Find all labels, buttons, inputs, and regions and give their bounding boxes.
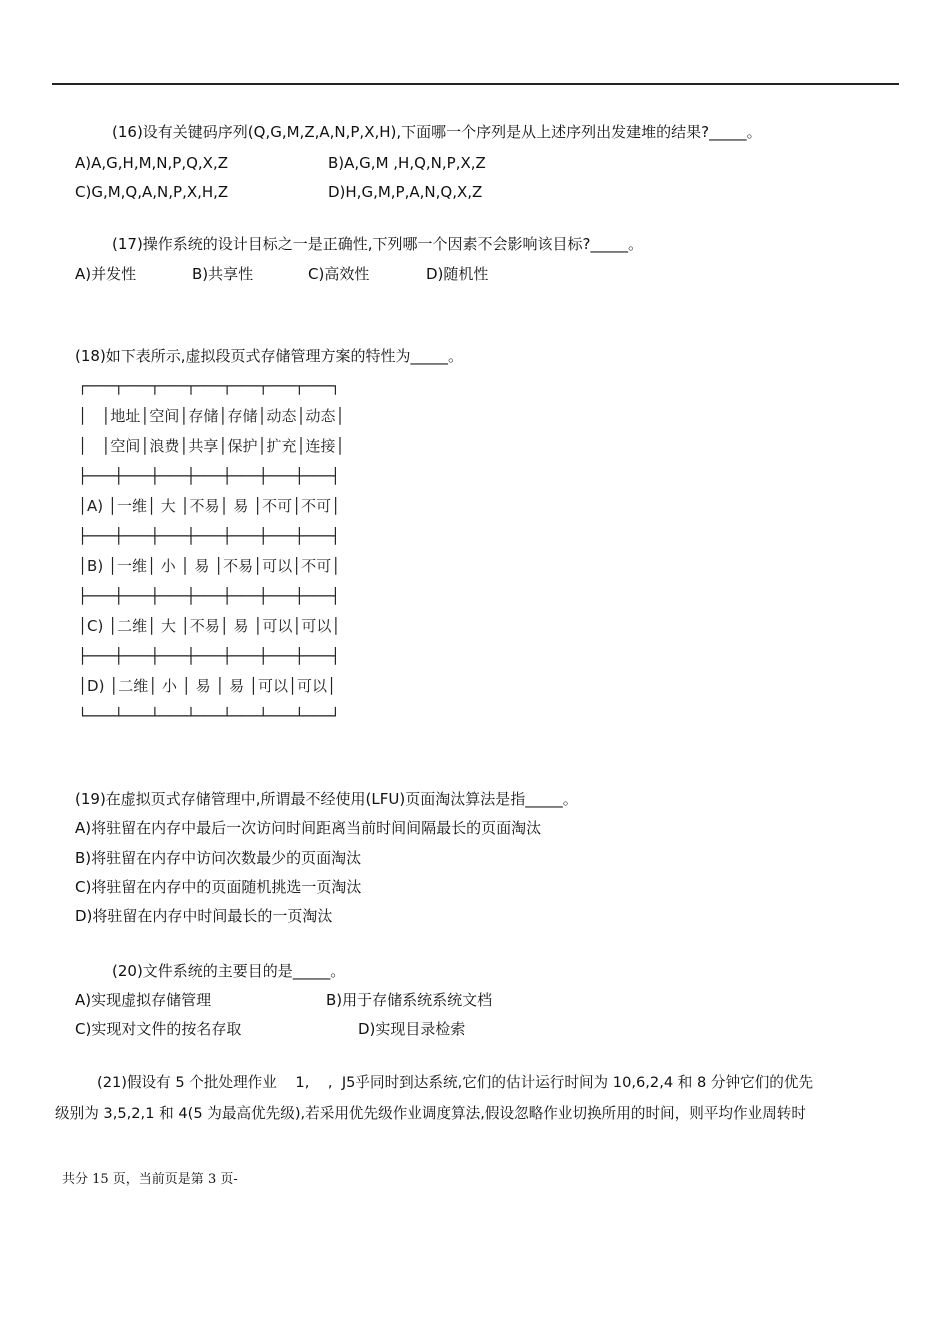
- q19-stem: (19)在虚拟页式存储管理中,所谓最不经使用(LFU)页面淘汰算法是指_____。: [75, 790, 578, 808]
- table-line: │A) │一维│ 大 │不易│ 易 │不可│不可│: [78, 497, 341, 515]
- table-line: │D) │二维│ 小 │ 易 │ 易 │可以│可以│: [78, 677, 337, 695]
- table-line: ┌───┬───┬───┬───┬───┬───┬───┐: [78, 377, 340, 395]
- table-line: │ │空间│浪费│共享│保护│扩充│连接│: [78, 437, 345, 455]
- q16-option-a: A)A,G,H,M,N,P,Q,X,Z: [75, 154, 228, 172]
- q16-option-d: D)H,G,M,P,A,N,Q,X,Z: [328, 183, 483, 201]
- table-line: └───┴───┴───┴───┴───┴───┴───┘: [78, 707, 340, 725]
- q17-option-a: A)并发性: [75, 265, 137, 283]
- header-rule: [52, 83, 899, 85]
- q17-stem: (17)操作系统的设计目标之一是正确性,下列哪一个因素不会影响该目标?_____。: [112, 235, 644, 253]
- page-footer: 共分 15 页，当前页是第 3 页-: [62, 1172, 238, 1187]
- table-line: ├───┼───┼───┼───┼───┼───┼───┤: [78, 467, 340, 485]
- table-line: ├───┼───┼───┼───┼───┼───┼───┤: [78, 527, 340, 545]
- q20-stem: (20)文件系统的主要目的是_____。: [112, 962, 346, 980]
- q17-option-c: C)高效性: [308, 265, 370, 283]
- q20-option-d: D)实现目录检索: [358, 1020, 466, 1038]
- q19-option-a: A)将驻留在内存中最后一次访问时间距离当前时间间隔最长的页面淘汰: [75, 819, 542, 837]
- table-line: ├───┼───┼───┼───┼───┼───┼───┤: [78, 587, 340, 605]
- q21-line-2: 级别为 3,5,2,1 和 4(5 为最高优先级),若采用优先级作业调度算法,假设忽略作业切换所用的时间，则平均作业周转时: [55, 1105, 806, 1122]
- table-line: │B) │一维│ 小 │ 易 │不易│可以│不可│: [78, 557, 341, 575]
- q20-option-c: C)实现对文件的按名存取: [75, 1020, 242, 1038]
- q18-stem: (18)如下表所示,虚拟段页式存储管理方案的特性为_____。: [75, 347, 464, 365]
- q19-option-c: C)将驻留在内存中的页面随机挑选一页淘汰: [75, 878, 362, 896]
- q17-option-d: D)随机性: [426, 265, 489, 283]
- table-line: ├───┼───┼───┼───┼───┼───┼───┤: [78, 647, 340, 665]
- table-line: │ │地址│空间│存储│存储│动态│动态│: [78, 407, 345, 425]
- table-line: │C) │二维│ 大 │不易│ 易 │可以│可以│: [78, 617, 341, 635]
- q16-option-b: B)A,G,M ,H,Q,N,P,X,Z: [328, 154, 486, 172]
- q20-option-a: A)实现虚拟存储管理: [75, 991, 212, 1009]
- q19-option-b: B)将驻留在内存中访问次数最少的页面淘汰: [75, 849, 362, 867]
- q21-line-1: (21)假设有 5 个批处理作业 1, , J5乎同时到达系统,它们的估计运行时间为 10,6,2,4 和 8 分钟它们的优先: [97, 1074, 814, 1091]
- q20-option-b: B)用于存储系统系统文档: [326, 991, 493, 1009]
- q19-option-d: D)将驻留在内存中时间最长的一页淘汰: [75, 907, 333, 925]
- q16-stem: (16)设有关键码序列(Q,G,M,Z,A,N,P,X,H),下面哪一个序列是从上述序列出发建堆的结果?_____。: [112, 123, 762, 141]
- q18-table: [78, 376, 345, 725]
- q17-option-b: B)共享性: [192, 265, 254, 283]
- q16-option-c: C)G,M,Q,A,N,P,X,H,Z: [75, 183, 229, 201]
